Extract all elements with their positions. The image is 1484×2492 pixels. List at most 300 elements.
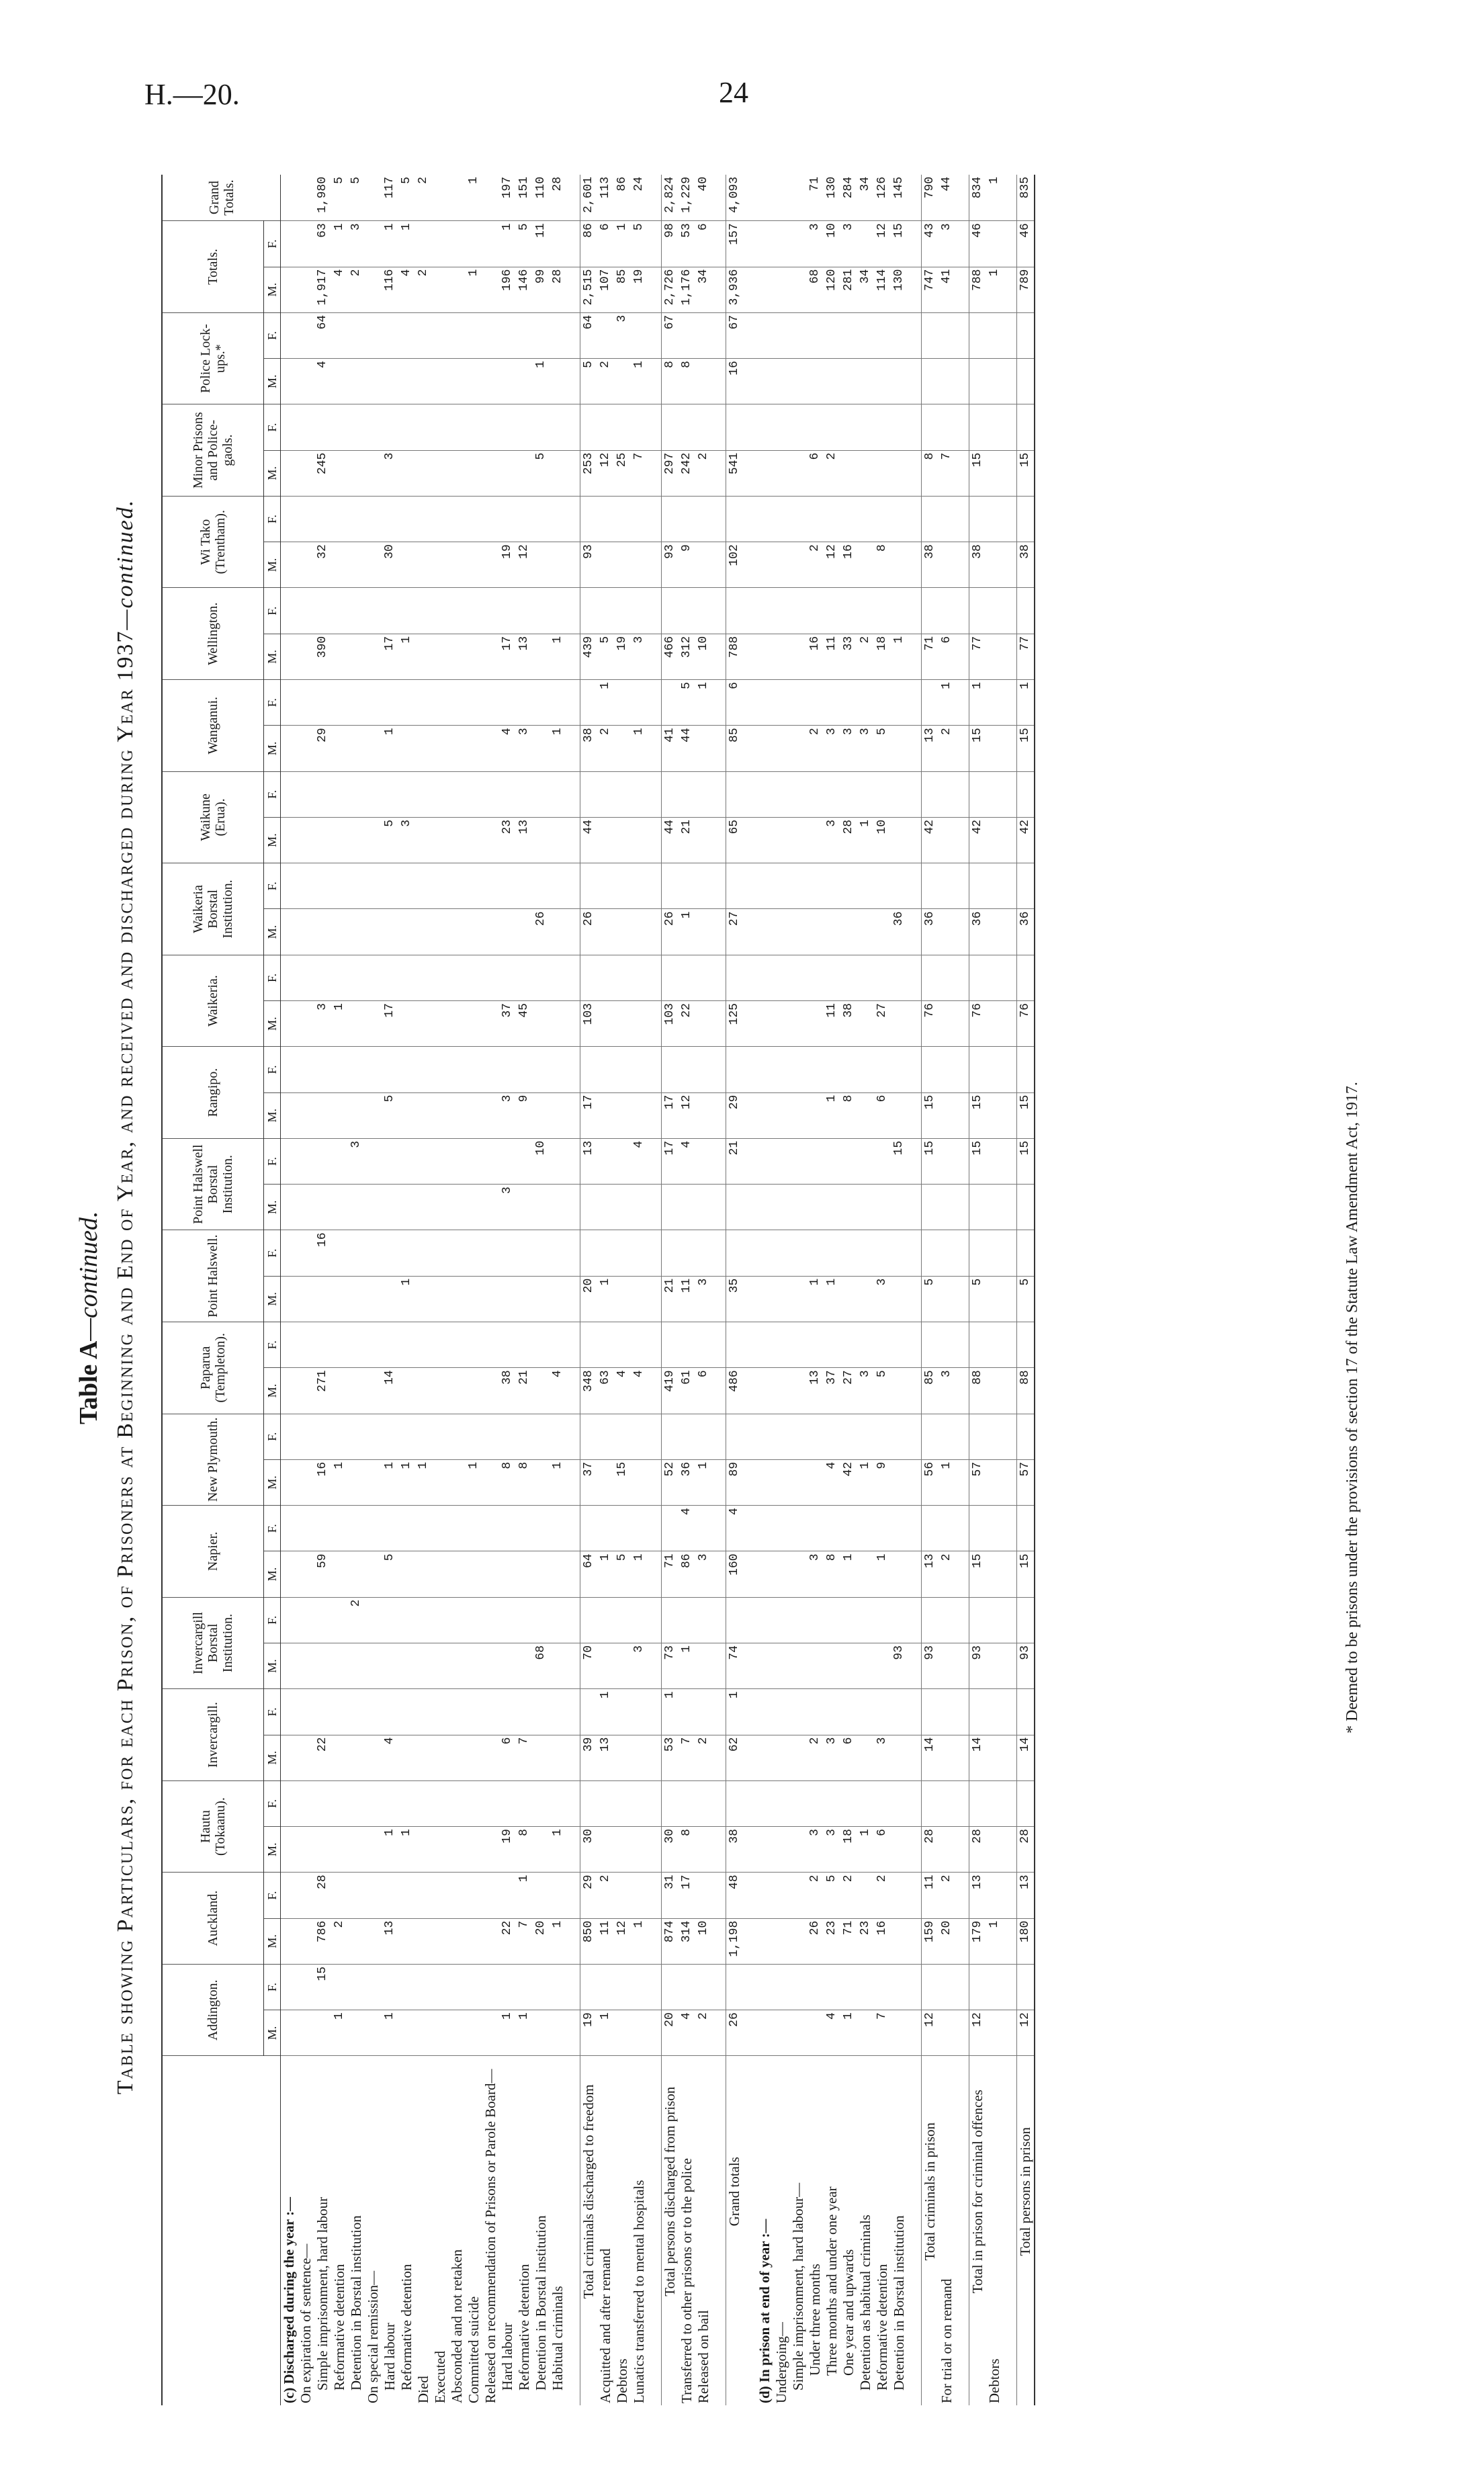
table-cell [466, 1414, 482, 1459]
table-cell [348, 1230, 365, 1276]
table-cell [533, 496, 550, 542]
table-cell [580, 1780, 598, 1826]
table-cell [482, 1689, 499, 1735]
table-cell [382, 771, 398, 817]
table-cell: 15 [1017, 1551, 1035, 1597]
spacer-cell [955, 1001, 969, 1047]
spacer-cell [743, 726, 756, 771]
table-cell [756, 1735, 773, 1780]
table-cell [790, 817, 807, 863]
table-cell: 1 [631, 359, 648, 404]
table-cell [857, 1001, 874, 1047]
table-cell [533, 312, 550, 358]
spacer-cell [566, 817, 580, 863]
row-label: Simple imprisonment, hard labour [314, 2196, 331, 2391]
table-cell [331, 450, 348, 496]
table-cell: 1 [466, 175, 482, 221]
table-cell [986, 955, 1003, 1000]
table-cell [631, 817, 648, 863]
table-cell [857, 1506, 874, 1551]
spacer-cell [743, 1322, 756, 1368]
table-cell: 19 [580, 2010, 598, 2056]
table-cell: 2 [597, 726, 614, 771]
table-cell [597, 1827, 614, 1873]
spacer-cell [712, 726, 726, 771]
table-cell [365, 1368, 382, 1414]
spacer-cell [955, 1414, 969, 1459]
table-cell [597, 1047, 614, 1092]
table-cell: 15 [1017, 726, 1035, 771]
table-cell [499, 1230, 516, 1276]
table-cell [857, 680, 874, 726]
table-cell [891, 312, 908, 358]
table-cell [773, 588, 790, 634]
table-cell [597, 312, 614, 358]
table-cell [382, 1322, 398, 1368]
table-cell: 1 [662, 1689, 679, 1735]
spacer-cell [712, 1780, 726, 1826]
table-cell: 486 [726, 1368, 744, 1414]
table-cell [365, 1001, 382, 1047]
table-cell [939, 1597, 955, 1643]
spacer-row [743, 175, 756, 2405]
table-cell: 13 [516, 817, 533, 863]
table-cell: 1 [679, 1643, 695, 1688]
table-cell [662, 1506, 679, 1551]
table-cell [314, 1047, 331, 1092]
table-cell [281, 1597, 298, 1643]
table-cell [449, 1551, 466, 1597]
row-label: Debtors [986, 2358, 1002, 2403]
table-cell: 1 [986, 175, 1003, 221]
table-cell: 271 [314, 1368, 331, 1414]
table-cell [415, 1506, 432, 1551]
table-cell: 76 [1017, 1001, 1035, 1047]
table-cell [398, 955, 415, 1000]
table-cell [281, 1001, 298, 1047]
spacer-cell [743, 175, 756, 221]
table-cell [756, 1138, 773, 1184]
table-cell: 8 [840, 1092, 857, 1138]
table-cell: 3 [499, 1185, 516, 1230]
row-label: Lunatics transferred to mental hospitals [631, 2180, 647, 2403]
table-cell [482, 588, 499, 634]
table-cell [840, 1230, 857, 1276]
table-cell [499, 450, 516, 496]
table-cell [807, 1459, 824, 1505]
table-cell [773, 1138, 790, 1184]
spacer-cell [566, 1918, 580, 1964]
table-cell: 14 [382, 1368, 398, 1414]
sex-header-m: M. [264, 1827, 281, 1873]
table-cell [533, 1092, 550, 1138]
table-cell [986, 2010, 1003, 2056]
table-cell [614, 1735, 631, 1780]
table-cell: 13 [807, 1368, 824, 1414]
table-cell [432, 1092, 449, 1138]
total-row [922, 175, 939, 2405]
table-cell [499, 909, 516, 955]
table-cell [398, 1414, 415, 1459]
table-cell [840, 1643, 857, 1688]
table-cell [482, 450, 499, 496]
table-cell [969, 312, 987, 358]
table-cell: 16 [874, 1918, 891, 1964]
table-cell [874, 1047, 891, 1092]
table-cell: 1 [382, 726, 398, 771]
table-cell [314, 1689, 331, 1735]
table-cell: 1 [516, 1873, 533, 1918]
table-cell [614, 1597, 631, 1643]
table-cell [281, 817, 298, 863]
table-cell [499, 1047, 516, 1092]
page-number: 24 [719, 76, 748, 109]
spacer-cell [908, 542, 922, 588]
table-cell [679, 1230, 695, 1276]
table-cell [824, 1138, 840, 1184]
table-cell [466, 1047, 482, 1092]
table-cell: 93 [969, 1643, 987, 1688]
table-cell: 12 [679, 1092, 695, 1138]
table-cell [824, 1506, 840, 1551]
table-cell: 52 [662, 1459, 679, 1505]
spacer-cell [908, 1551, 922, 1597]
spacer-cell [566, 1643, 580, 1688]
table-cell [756, 1873, 773, 1918]
table-cell: 1 [597, 1689, 614, 1735]
table-cell [1017, 496, 1035, 542]
table-cell: 4 [726, 1506, 744, 1551]
table-cell [298, 1276, 314, 1322]
table-cell: 43 [922, 221, 939, 267]
table-cell: 41 [939, 267, 955, 312]
table-cell [790, 267, 807, 312]
spacer-cell [1003, 1506, 1017, 1551]
table-cell [790, 1780, 807, 1826]
table-cell [466, 1597, 482, 1643]
table-cell [695, 909, 712, 955]
table-cell: 8 [516, 1459, 533, 1505]
table-cell: 5 [597, 634, 614, 679]
table-cell [516, 1689, 533, 1735]
table-cell [773, 2010, 790, 2056]
table-cell [726, 1597, 744, 1643]
column-header: Hautu (Tokaanu). [162, 1780, 264, 1873]
table-cell: 20 [939, 1918, 955, 1964]
table-cell: 15 [969, 726, 987, 771]
spacer-cell [1003, 1047, 1017, 1092]
table-cell [695, 359, 712, 404]
table-cell [597, 863, 614, 909]
spacer-cell [908, 1185, 922, 1230]
table-cell [365, 634, 382, 679]
spacer-cell [908, 221, 922, 267]
table-cell [348, 1643, 365, 1688]
table-cell: 7 [874, 2010, 891, 2056]
spacer-cell [955, 1322, 969, 1368]
table-cell [432, 1138, 449, 1184]
spacer-cell [648, 1643, 662, 1688]
table-cell [986, 496, 1003, 542]
table-cell: 28 [1017, 1827, 1035, 1873]
table-cell [695, 771, 712, 817]
table-cell: 44 [662, 817, 679, 863]
table-cell [807, 863, 824, 909]
table-cell [348, 450, 365, 496]
table-cell [331, 1873, 348, 1918]
table-cell [790, 1138, 807, 1184]
table-cell [449, 1322, 466, 1368]
table-cell: 12 [1017, 2010, 1035, 2056]
table-cell [597, 542, 614, 588]
table-cell [631, 1185, 648, 1230]
table-cell [679, 1322, 695, 1368]
table-cell [614, 1873, 631, 1918]
spacer-cell [1003, 726, 1017, 771]
table-cell [281, 359, 298, 404]
table-cell [922, 1689, 939, 1735]
row-label: For trial or on remand [939, 2278, 955, 2403]
table-cell [466, 955, 482, 1000]
spacer-cell [712, 634, 726, 679]
table-cell [281, 267, 298, 312]
spacer-cell [648, 1459, 662, 1505]
table-cell [790, 1643, 807, 1688]
table-cell [614, 1047, 631, 1092]
spacer-cell [566, 1138, 580, 1184]
table-cell [857, 909, 874, 955]
table-cell: 2 [857, 634, 874, 679]
table-cell: 15 [1017, 1092, 1035, 1138]
table-cell [695, 863, 712, 909]
table-cell [415, 496, 432, 542]
table-cell [939, 1414, 955, 1459]
table-cell [449, 1689, 466, 1735]
table-cell [726, 1047, 744, 1092]
table-cell [314, 1506, 331, 1551]
table-cell [679, 1689, 695, 1735]
table-cell [499, 955, 516, 1000]
spacer-cell [566, 680, 580, 726]
table-cell: 62 [726, 1735, 744, 1780]
table-cell: 2 [807, 1735, 824, 1780]
table-cell [597, 1138, 614, 1184]
table-cell: 3 [824, 726, 840, 771]
table-cell [807, 496, 824, 542]
table-cell [298, 1918, 314, 1964]
table-cell: 86 [679, 1551, 695, 1597]
spacer-cell [712, 680, 726, 726]
spacer-cell [648, 221, 662, 267]
table-cell: 12 [614, 1918, 631, 1964]
table-cell: 281 [840, 267, 857, 312]
table-cell: 17 [382, 634, 398, 679]
table-cell [597, 1964, 614, 2010]
table-cell: 1 [597, 680, 614, 726]
table-cell [348, 863, 365, 909]
table-cell [891, 496, 908, 542]
table-cell [415, 1551, 432, 1597]
table-cell [922, 359, 939, 404]
table-cell: 4 [614, 1368, 631, 1414]
column-header: Police Lock-ups.* [162, 312, 264, 404]
table-cell: 1 [597, 1276, 614, 1322]
spacer-cell [712, 955, 726, 1000]
table-cell [449, 1873, 466, 1918]
row-label: Total in prison for criminal offences [969, 2056, 987, 2405]
table-cell [482, 1827, 499, 1873]
table-cell [631, 2010, 648, 2056]
table-cell [533, 1735, 550, 1780]
table-cell [631, 1597, 648, 1643]
table-cell: 11 [824, 1001, 840, 1047]
table-cell [281, 680, 298, 726]
table-row [365, 175, 382, 2405]
table-cell [824, 359, 840, 404]
table-cell [840, 1414, 857, 1459]
table-cell [824, 588, 840, 634]
table-cell: 3 [807, 221, 824, 267]
table-cell [790, 955, 807, 1000]
row-label: Debtors [614, 2358, 630, 2403]
table-cell: 6 [695, 221, 712, 267]
table-cell: 1 [331, 2010, 348, 2056]
table-cell: 2,515 [580, 267, 598, 312]
spacer-cell [955, 359, 969, 404]
spacer-cell [955, 771, 969, 817]
table-cell [939, 909, 955, 955]
table-row [449, 175, 466, 2405]
spacer-cell [712, 542, 726, 588]
table-cell [695, 1185, 712, 1230]
table-cell: 120 [824, 267, 840, 312]
table-cell [516, 312, 533, 358]
table-cell [614, 863, 631, 909]
table-cell [398, 1689, 415, 1735]
spacer-cell [712, 1276, 726, 1322]
table-cell: 114 [874, 267, 891, 312]
row-label: Total persons in prison [1017, 2056, 1035, 2405]
row-label: Habitual criminals [550, 2286, 566, 2391]
table-cell [331, 1827, 348, 1873]
table-cell [415, 1827, 432, 1873]
table-cell [482, 1780, 499, 1826]
table-cell [298, 1138, 314, 1184]
table-cell [807, 404, 824, 450]
table-cell: 17 [679, 1873, 695, 1918]
table-cell: 8 [516, 1827, 533, 1873]
table-cell [840, 1689, 857, 1735]
table-cell: 6 [807, 450, 824, 496]
table-cell [331, 1322, 348, 1368]
table-cell: 13 [597, 1735, 614, 1780]
table-cell: 21 [726, 1138, 744, 1184]
table-cell [482, 1092, 499, 1138]
table-cell [348, 1092, 365, 1138]
table-cell [891, 1276, 908, 1322]
table-cell [824, 1597, 840, 1643]
table-cell [580, 863, 598, 909]
sex-header-f: F. [264, 863, 281, 909]
table-cell [449, 404, 466, 450]
table-cell [298, 1964, 314, 2010]
table-cell: 42 [969, 817, 987, 863]
table-cell [580, 1689, 598, 1735]
table-cell: 12 [922, 2010, 939, 2056]
table-cell [281, 1551, 298, 1597]
table-cell: 1 [550, 726, 566, 771]
table-cell [790, 588, 807, 634]
table-cell [679, 312, 695, 358]
table-cell [695, 588, 712, 634]
table-cell: 42 [840, 1459, 857, 1505]
table-cell [281, 1047, 298, 1092]
table-cell [298, 1092, 314, 1138]
table-cell: 11 [597, 1918, 614, 1964]
table-cell: 46 [1017, 221, 1035, 267]
table-cell [1017, 1047, 1035, 1092]
table-cell [580, 588, 598, 634]
table-cell [790, 1322, 807, 1368]
table-cell: 88 [969, 1368, 987, 1414]
table-cell [756, 1827, 773, 1873]
table-cell [614, 1276, 631, 1322]
table-cell [398, 404, 415, 450]
table-cell [662, 496, 679, 542]
table-cell [922, 1780, 939, 1826]
table-cell [662, 1414, 679, 1459]
table-cell [432, 359, 449, 404]
table-cell [790, 1873, 807, 1918]
table-cell: 2,726 [662, 267, 679, 312]
table-cell: 126 [874, 175, 891, 221]
table-cell [939, 312, 955, 358]
table-cell: 44 [679, 726, 695, 771]
table-cell [533, 1047, 550, 1092]
table-cell [773, 1735, 790, 1780]
table-cell [281, 221, 298, 267]
row-label: Under three months [807, 2264, 823, 2376]
table-cell: 116 [382, 267, 398, 312]
table-cell [756, 909, 773, 955]
table-cell: 3 [824, 1827, 840, 1873]
table-cell [432, 817, 449, 863]
spacer-cell [908, 680, 922, 726]
table-cell: 93 [580, 542, 598, 588]
row-label: Reformative detention [874, 2264, 890, 2391]
table-cell [840, 359, 857, 404]
table-cell: 3 [807, 1827, 824, 1873]
spacer-cell [908, 1092, 922, 1138]
spacer-cell [743, 404, 756, 450]
table-cell [550, 817, 566, 863]
table-cell [986, 1597, 1003, 1643]
table-cell [348, 955, 365, 1000]
sex-header-f: F. [264, 1506, 281, 1551]
table-cell: 1 [857, 1827, 874, 1873]
table-cell [891, 1689, 908, 1735]
table-cell [662, 1780, 679, 1826]
table-cell [922, 1597, 939, 1643]
table-cell [874, 680, 891, 726]
table-cell: 130 [891, 267, 908, 312]
row-label: Committed suicide [466, 2296, 482, 2403]
table-cell [679, 1780, 695, 1826]
table-cell [432, 1873, 449, 1918]
table-cell [614, 680, 631, 726]
table-cell: 18 [874, 634, 891, 679]
table-cell [614, 2010, 631, 2056]
